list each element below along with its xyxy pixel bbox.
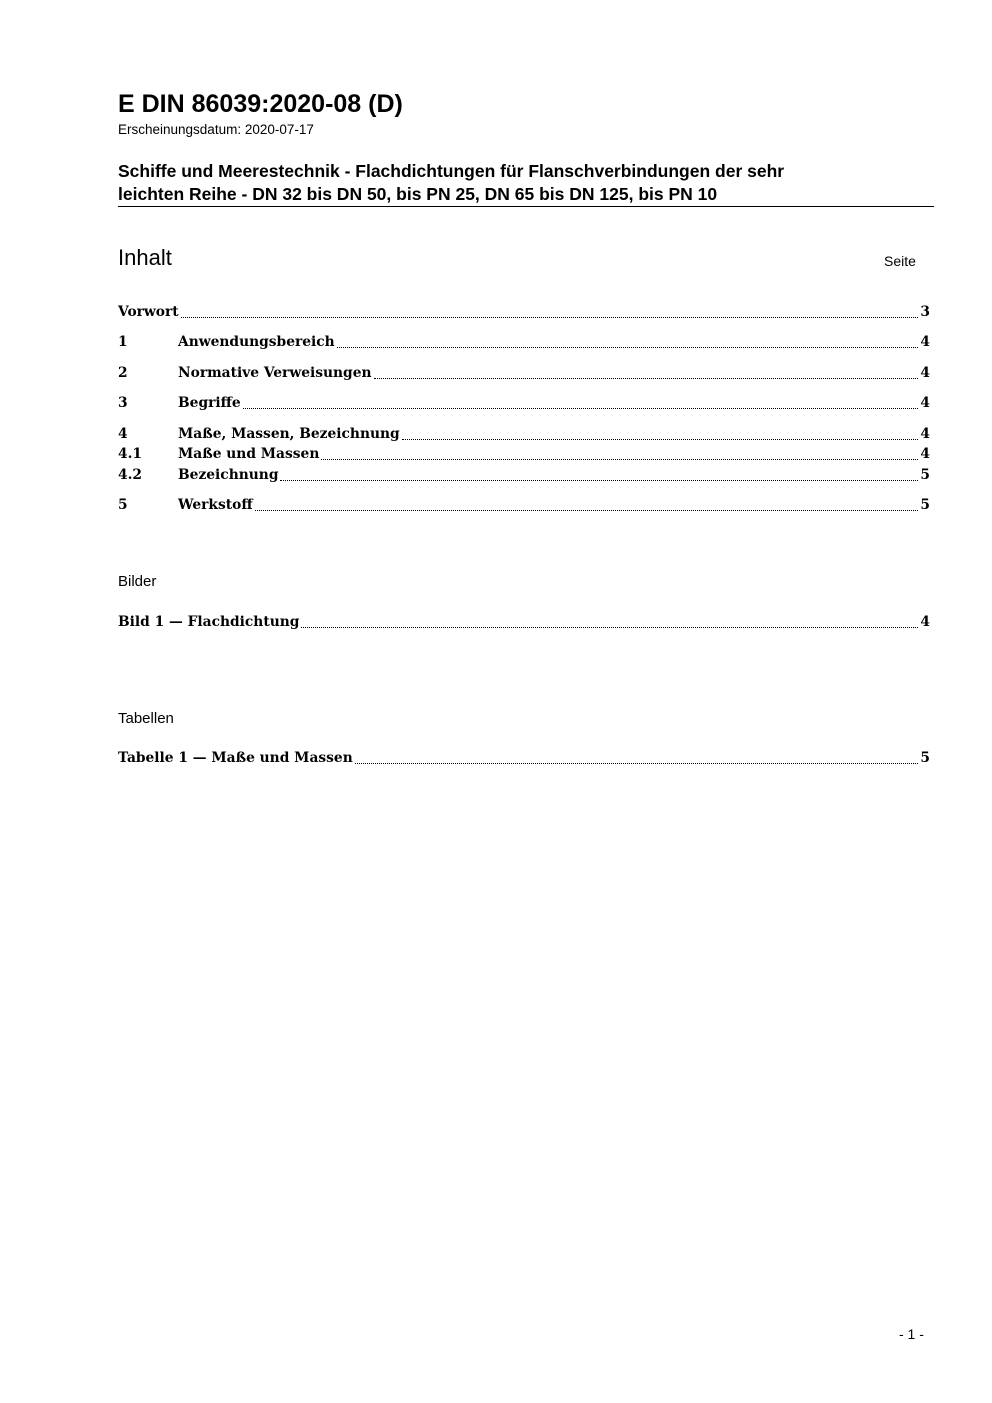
dot-leader (355, 762, 919, 764)
toc-entry-label: Maße und Massen (178, 446, 320, 462)
toc-entry-page: 5 (920, 497, 930, 513)
toc-entry-number: 4 (118, 426, 128, 442)
toc-entry-number: 3 (118, 395, 128, 411)
toc-entry-page: 4 (920, 365, 930, 381)
toc-entry-4-2[interactable] (118, 467, 930, 485)
toc-entry-5[interactable] (118, 497, 930, 515)
figure-entry-1[interactable] (118, 614, 930, 632)
toc-entry-page: 3 (920, 304, 930, 320)
toc-entry-page: 5 (920, 467, 930, 483)
toc-entry-page: 4 (920, 395, 930, 411)
toc-entry-page: 4 (920, 446, 930, 462)
table-entry-page: 5 (920, 750, 930, 766)
dot-leader (243, 407, 919, 409)
dot-leader (402, 438, 919, 440)
figures-heading: Bilder (118, 573, 157, 590)
toc-entry-vorwort[interactable] (118, 304, 930, 322)
toc-entry-number: 2 (118, 365, 128, 381)
figure-entry-page: 4 (920, 614, 930, 630)
page-number: - 1 - (899, 1326, 924, 1342)
document-title (118, 160, 934, 206)
document-id: E DIN 86039:2020-08 (D) (118, 90, 403, 118)
toc-entry-label: Werkstoff (178, 497, 253, 513)
toc-entry-4[interactable] (118, 426, 930, 444)
toc-entry-label: Normative Verweisungen (178, 365, 372, 381)
toc-entry-label: Bezeichnung (178, 467, 279, 483)
dot-leader (181, 316, 919, 318)
toc-entry-3[interactable] (118, 395, 930, 413)
dot-leader (321, 458, 918, 460)
dot-leader (301, 626, 918, 628)
tables-heading: Tabellen (118, 710, 174, 727)
dot-leader (374, 377, 919, 379)
toc-entry-number: 4.1 (118, 446, 143, 462)
dot-leader (337, 346, 919, 348)
document-title-line-2: leichten Reihe - DN 32 bis DN 50, bis PN 25, DN 65 bis DN 125, bis PN 10 (118, 184, 718, 204)
toc-entry-page: 4 (920, 334, 930, 350)
toc-entry-label: Maße, Massen, Bezeichnung (178, 426, 400, 442)
toc-entry-page: 4 (920, 426, 930, 442)
toc-entry-label: Vorwort (118, 304, 179, 320)
figure-entry-label: Bild 1 — Flachdichtung (118, 614, 300, 630)
contents-heading: Inhalt (118, 245, 172, 270)
publication-date: Erscheinungsdatum: 2020-07-17 (118, 122, 314, 137)
toc-entry-number: 4.2 (118, 467, 143, 483)
toc-entry-2[interactable] (118, 365, 930, 383)
table-entry-1[interactable] (118, 750, 930, 768)
title-divider (118, 206, 934, 207)
toc-entry-number: 1 (118, 334, 128, 350)
table-entry-label: Tabelle 1 — Maße und Massen (118, 750, 353, 766)
toc-entry-number: 5 (118, 497, 128, 513)
dot-leader (280, 479, 918, 481)
toc-entry-label: Anwendungsbereich (178, 334, 335, 350)
dot-leader (255, 509, 919, 511)
toc-entry-1[interactable] (118, 334, 930, 352)
document-title-line-1: Schiffe und Meerestechnik - Flachdichtungen für Flanschverbindungen der sehr (118, 161, 785, 181)
toc-entry-label: Begriffe (178, 395, 241, 411)
page-column-label: Seite (884, 253, 916, 269)
toc-entry-4-1[interactable] (118, 446, 930, 464)
